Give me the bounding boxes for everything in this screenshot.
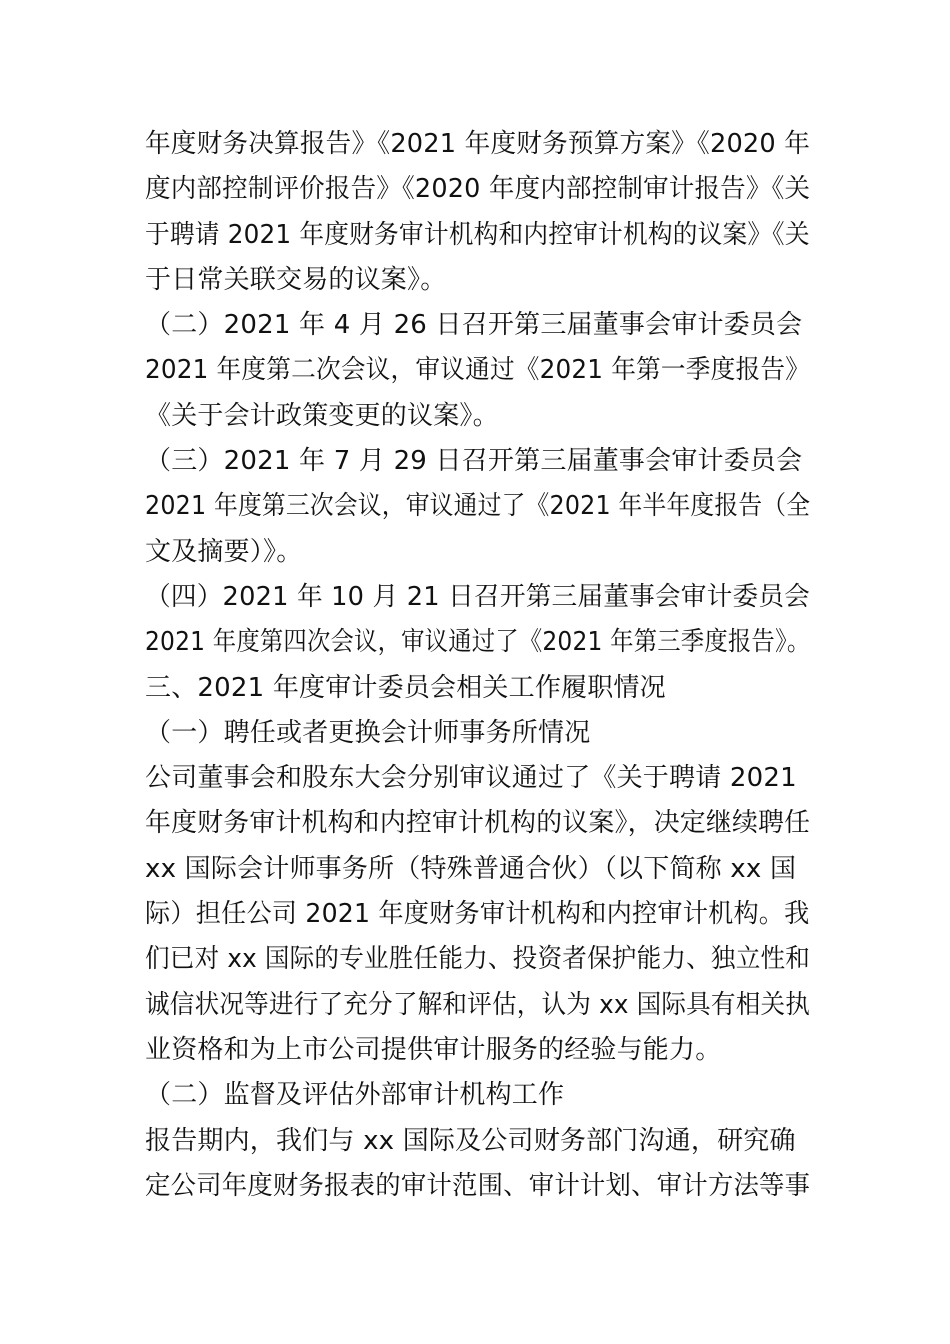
text-line: （三）2021 年 7 月 29 日召开第三届董事会审计委员会 bbox=[145, 446, 803, 477]
text-line: 业资格和为上市公司提供审计服务的经验与能力。 bbox=[145, 1034, 722, 1065]
text-line: 2021 年度第二次会议，审议通过《2021 年第一季度报告》 bbox=[145, 355, 811, 386]
text-line: xx 国际会计师事务所（特殊普通合伙）（以下简称 xx 国 bbox=[145, 853, 797, 884]
text-line: 年度财务审计机构和内控审计机构的议案》，决定继续聘任 bbox=[145, 808, 811, 839]
text-line: 年度财务决算报告》《2021 年度财务预算方案》《2020 年 bbox=[145, 129, 811, 159]
text-line: 报告期内，我们与 xx 国际及公司财务部门沟通，研究确 bbox=[145, 1125, 796, 1156]
text-line: 于日常关联交易的议案》。 bbox=[145, 264, 447, 295]
text-line: 于聘请 2021 年度财务审计机构和内控审计机构的议案》《关 bbox=[145, 219, 810, 250]
text-line: 《关于会计政策变更的议案》。 bbox=[145, 400, 499, 431]
text-line: （二）2021 年 4 月 26 日召开第三届董事会审计委员会 bbox=[145, 310, 803, 341]
text-line: 诚信状况等进行了充分了解和评估，认为 xx 国际具有相关执 bbox=[145, 989, 811, 1020]
text-line: （四）2021 年 10 月 21 日召开第三届董事会审计委员会 bbox=[145, 581, 811, 612]
text-line: 定公司年度财务报表的审计范围、审计计划、审计方法等事 bbox=[145, 1170, 811, 1201]
text-line: 2021 年度第三次会议，审议通过了《2021 年半年度报告（全 bbox=[145, 491, 811, 522]
section-heading: 三、2021 年度审计委员会相关工作履职情况 bbox=[145, 672, 666, 703]
text-line: 公司董事会和股东大会分别审议通过了《关于聘请 2021 bbox=[145, 763, 797, 794]
text-line: 度内部控制评价报告》《2020 年度内部控制审计报告》《关 bbox=[145, 174, 811, 205]
text-line: 2021 年度第四次会议，审议通过了《2021 年第三季度报告》。 bbox=[145, 627, 811, 658]
text-line: 们已对 xx 国际的专业胜任能力、投资者保护能力、独立性和 bbox=[145, 944, 811, 975]
subsection-heading: （一）聘任或者更换会计师事务所情况 bbox=[145, 717, 591, 748]
document-body bbox=[145, 122, 810, 1209]
subsection-heading: （二）监督及评估外部审计机构工作 bbox=[145, 1080, 565, 1111]
text-line: 际）担任公司 2021 年度财务审计机构和内控审计机构。我 bbox=[145, 899, 810, 930]
text-line: 文及摘要）》。 bbox=[145, 536, 303, 567]
